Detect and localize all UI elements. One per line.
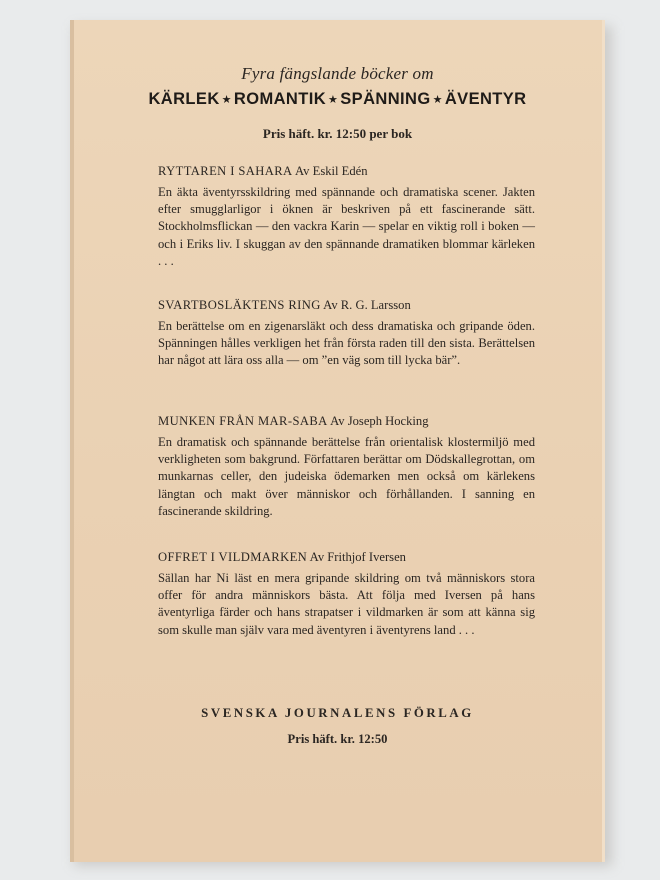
book-author: Av R. G. Larsson: [323, 298, 411, 312]
book-author: Av Eskil Edén: [295, 164, 368, 178]
book-author: Av Joseph Hocking: [330, 414, 429, 428]
book-description: En dramatisk och spännande berättelse från orientalisk klostermiljö med verkligheten som bakgrund. Författaren berättar om Dödskallegrottan, om munkarnas celler, den judeiska ödemarken men också om kärlekens längtan och makt över människor och förhållanden. I sanning en fascinerande skildring.: [158, 435, 535, 518]
book-title: SVARTBOSLÄKTENS RING: [158, 298, 321, 312]
theme-romantik: ROMANTIK: [233, 90, 327, 108]
star-icon: ★: [221, 94, 232, 106]
book-description: Sällan har Ni läst en mera gripande skildring om två människors stora offer för andra människors bästa. Att följa med Iversen på hans äventyrliga färder och hans strapatser i vildmarken är som att känna sig som skulle man själv vara med äventyren i äventyrens land . . .: [158, 571, 535, 637]
publisher-name: SVENSKA JOURNALENS FÖRLAG: [201, 706, 474, 720]
themes-line: [70, 90, 605, 109]
star-icon: ★: [432, 94, 443, 106]
price-per-book: Pris häft. kr. 12:50 per bok: [262, 126, 413, 141]
book-entry-svartboslaktens: [158, 296, 535, 370]
theme-aventyr: ÄVENTYR: [444, 90, 527, 108]
book-title: MUNKEN FRÅN MAR-SABA: [158, 414, 328, 428]
book-title: RYTTAREN I SAHARA: [158, 164, 293, 178]
book-heading: [158, 412, 535, 430]
book-description: En äkta äventyrsskildring med spännande och dramatiska scener. Jakten efter smugglarligor i öknen är beskriven på ett fascinerande sätt. Stockholmsflickan — den vackra Karin — spelar en viktig roll i boken — och i Eriks liv. I skuggan av den spännande dramatiken blommar kärleken . . .: [158, 185, 535, 268]
book-description: En berättelse om en zigenarsläkt och dess dramatiska och gripande öden. Spänningen hålles verkligen het från första raden till den sista. Berättelsen har något att lära oss alla — om ”en väg som till lycka bär”.: [158, 319, 535, 368]
cover-content: [70, 20, 605, 862]
book-entry-offret: [158, 548, 535, 639]
book-title: OFFRET I VILDMARKEN: [158, 550, 308, 564]
book-heading: [158, 548, 535, 566]
theme-spanning: SPÄNNING: [340, 90, 431, 108]
theme-karlek: KÄRLEK: [148, 90, 220, 108]
book-heading: [158, 162, 535, 180]
tagline: Fyra fängslande böcker om: [241, 64, 434, 83]
book-heading: [158, 296, 535, 314]
book-author: Av Frithjof Iversen: [309, 550, 406, 564]
footer-price: Pris häft. kr. 12:50: [287, 732, 388, 746]
book-entry-munken: [158, 412, 535, 520]
star-icon: ★: [328, 94, 339, 106]
book-entry-ryttaren: [158, 162, 535, 270]
